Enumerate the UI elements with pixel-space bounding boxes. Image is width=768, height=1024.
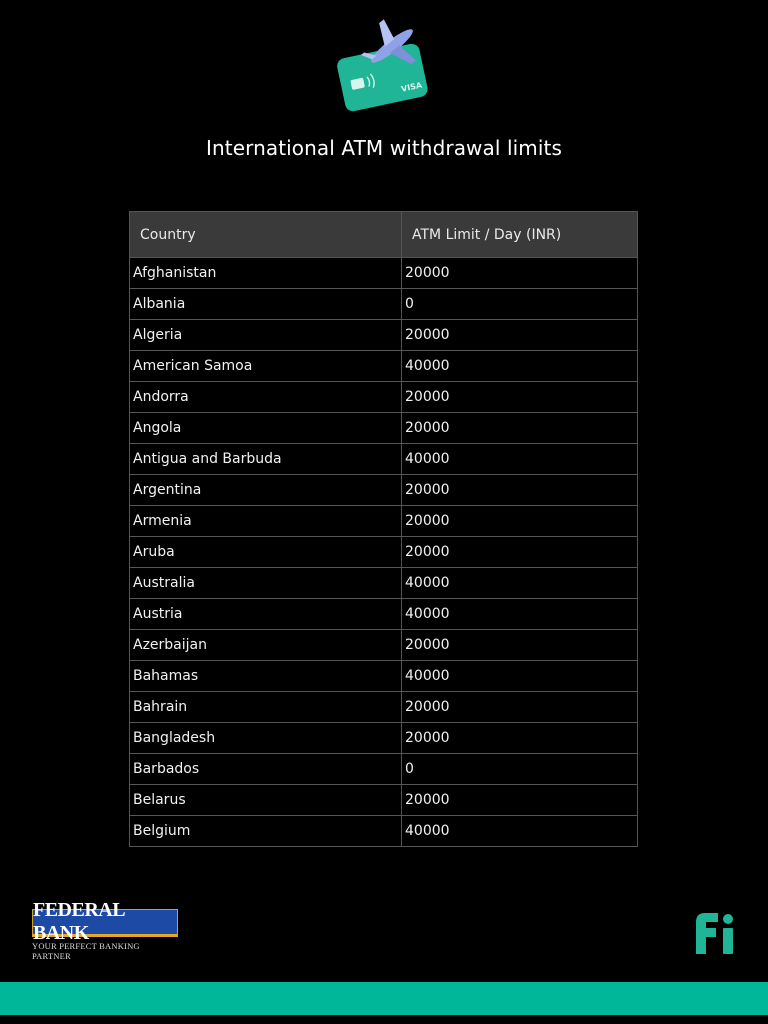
table-row (130, 413, 638, 444)
country-cell: Bahrain (130, 692, 402, 723)
table-row (130, 692, 638, 723)
country-cell: Bahamas (130, 661, 402, 692)
federal-bank-logo (32, 899, 180, 961)
limit-cell: 20000 (402, 320, 638, 351)
limit-cell: 0 (402, 289, 638, 320)
limit-cell: 40000 (402, 661, 638, 692)
country-cell: Albania (130, 289, 402, 320)
limit-cell: 20000 (402, 506, 638, 537)
page-title: International ATM withdrawal limits (205, 136, 562, 160)
limit-cell: 20000 (402, 785, 638, 816)
country-cell: American Samoa (130, 351, 402, 382)
fi-logo-icon (692, 910, 738, 956)
table-row (130, 444, 638, 475)
country-cell: Barbados (130, 754, 402, 785)
table-row (130, 630, 638, 661)
table-header-row (130, 212, 638, 258)
table-row (130, 537, 638, 568)
limit-cell: 20000 (402, 723, 638, 754)
bank-name: FEDERAL BANK (32, 909, 178, 937)
card-plane-illustration (330, 16, 440, 116)
column-header-country: Country (130, 212, 402, 258)
country-cell: Austria (130, 599, 402, 630)
table-row (130, 351, 638, 382)
country-cell: Antigua and Barbuda (130, 444, 402, 475)
country-cell: Algeria (130, 320, 402, 351)
bottom-accent-bar (0, 982, 768, 1015)
svg-text:VISA: VISA (400, 80, 423, 94)
limit-cell: 40000 (402, 351, 638, 382)
table-row (130, 258, 638, 289)
table-row (130, 723, 638, 754)
country-cell: Angola (130, 413, 402, 444)
table-row (130, 568, 638, 599)
limit-cell: 20000 (402, 258, 638, 289)
country-cell: Andorra (130, 382, 402, 413)
table-row (130, 816, 638, 847)
limit-cell: 40000 (402, 816, 638, 847)
bank-tagline: YOUR PERFECT BANKING PARTNER (32, 941, 140, 961)
limit-cell: 20000 (402, 692, 638, 723)
table-row (130, 754, 638, 785)
table-row (130, 785, 638, 816)
limit-cell: 20000 (402, 630, 638, 661)
country-cell: Armenia (130, 506, 402, 537)
country-cell: Australia (130, 568, 402, 599)
table-row (130, 506, 638, 537)
limit-cell: 40000 (402, 599, 638, 630)
limit-cell: 20000 (402, 413, 638, 444)
table-row (130, 289, 638, 320)
limit-cell: 40000 (402, 568, 638, 599)
country-cell: Afghanistan (130, 258, 402, 289)
country-cell: Bangladesh (130, 723, 402, 754)
atm-limits-table (129, 211, 638, 847)
limit-cell: 20000 (402, 475, 638, 506)
limit-cell: 0 (402, 754, 638, 785)
table-row (130, 475, 638, 506)
table-row (130, 382, 638, 413)
limit-cell: 40000 (402, 444, 638, 475)
country-cell: Belgium (130, 816, 402, 847)
table-row (130, 599, 638, 630)
limit-cell: 20000 (402, 537, 638, 568)
limit-cell: 20000 (402, 382, 638, 413)
column-header-limit: ATM Limit / Day (INR) (402, 212, 638, 258)
table-body (130, 258, 638, 847)
country-cell: Belarus (130, 785, 402, 816)
table-row (130, 661, 638, 692)
country-cell: Aruba (130, 537, 402, 568)
country-cell: Argentina (130, 475, 402, 506)
table-row (130, 320, 638, 351)
country-cell: Azerbaijan (130, 630, 402, 661)
